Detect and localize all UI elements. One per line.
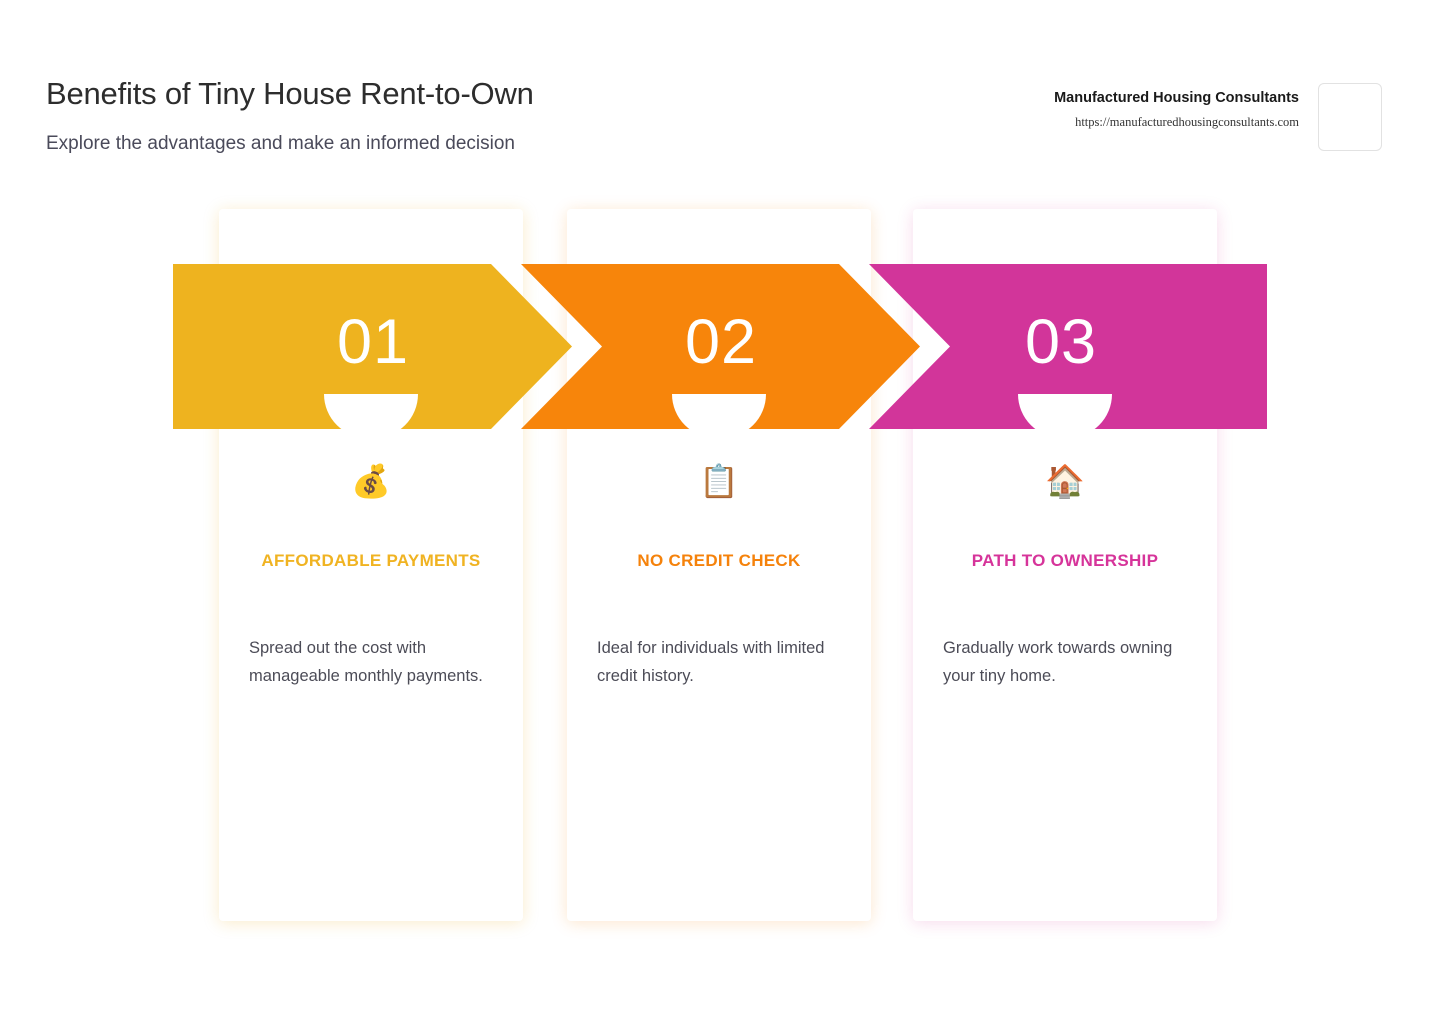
money-bag-icon: 💰: [351, 463, 391, 499]
benefit-card-title: AFFORDABLE PAYMENTS: [261, 551, 481, 570]
clipboard-icon: 📋: [699, 463, 739, 499]
brand-name: Manufactured Housing Consultants: [1054, 90, 1299, 106]
page-subtitle: Explore the advantages and make an informed decision: [46, 133, 515, 154]
step-number-3: 03: [1024, 307, 1098, 377]
benefit-card-description: Gradually work towards owning your tiny home.: [943, 639, 1173, 685]
benefit-card-title: PATH TO OWNERSHIP: [971, 551, 1159, 570]
house-icon: 🏠: [1045, 463, 1085, 499]
step-number-2: 02: [684, 307, 758, 377]
brand-url[interactable]: https://manufacturedhousingconsultants.com: [1075, 115, 1299, 129]
benefit-card-description: Spread out the cost with manageable monthly payments.: [249, 639, 483, 685]
page-title: Benefits of Tiny House Rent-to-Own: [46, 76, 534, 111]
step-number-1: 01: [336, 307, 410, 377]
benefit-card-title: NO CREDIT CHECK: [637, 551, 801, 570]
benefit-card-description: Ideal for individuals with limited credit history.: [597, 639, 825, 685]
